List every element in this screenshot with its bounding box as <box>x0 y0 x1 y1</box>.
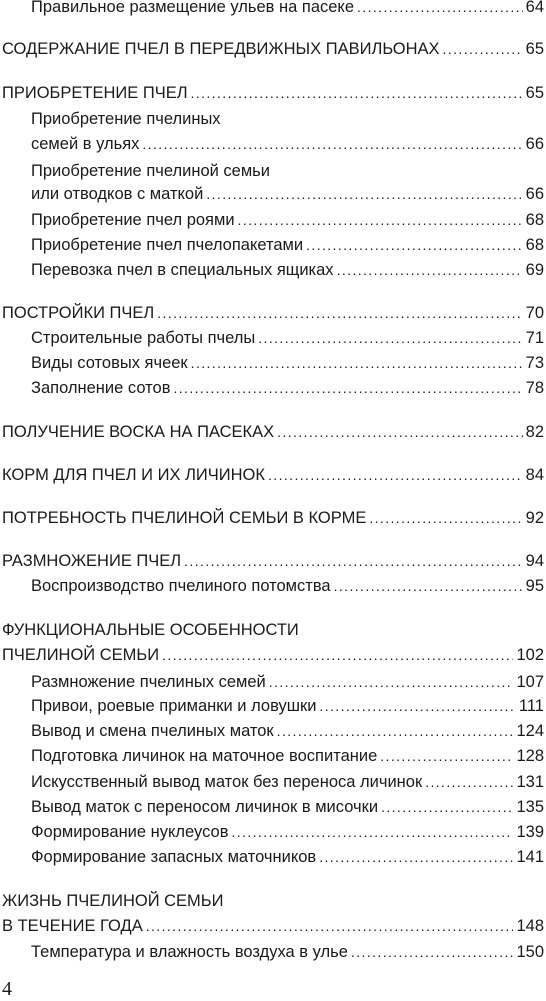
toc-entry-page-number: 69 <box>525 261 544 279</box>
toc-subsection-entry <box>31 184 544 204</box>
dot-leader <box>231 822 513 842</box>
toc-entry-page-number: 78 <box>525 379 544 397</box>
toc-entry-page-number: 135 <box>516 798 544 816</box>
toc-entry-title: В ТЕЧЕНИЕ ГОДА <box>2 917 143 935</box>
toc-entry-title: Температура и влажность воздуха в улье <box>31 943 348 961</box>
dot-leader <box>306 235 523 255</box>
toc-subsection-entry <box>31 260 544 280</box>
toc-entry-page-number: 92 <box>525 509 544 527</box>
toc-entry-page-number: 139 <box>516 823 544 841</box>
toc-entry-page-number: 148 <box>516 917 544 935</box>
dot-leader <box>146 916 514 936</box>
toc-entry-page-number: 64 <box>525 0 544 16</box>
dot-leader <box>268 465 523 485</box>
toc-entry-page-number: 102 <box>516 646 544 664</box>
toc-entry-title: Воспроизводство пчелиного потомства <box>31 577 331 595</box>
toc-section-entry <box>2 891 544 911</box>
toc-subsection-entry <box>31 822 544 842</box>
toc-entry-title: Искусственный вывод маток без переноса личинок <box>31 773 423 791</box>
toc-entry-title: Приобретение пчел пчелопакетами <box>31 236 304 254</box>
toc-entry-title: РАЗМНОЖЕНИЕ ПЧЕЛ <box>2 552 182 570</box>
dot-leader <box>191 83 523 103</box>
dot-leader <box>173 378 522 398</box>
toc-entry-title: КОРМ ДЛЯ ПЧЕЛ И ИХ ЛИЧИНОК <box>2 466 265 484</box>
toc-subsection-entry <box>31 109 544 129</box>
toc-subsection-entry <box>31 0 544 17</box>
toc-subsection-entry <box>31 134 544 154</box>
toc-subsection-entry <box>31 378 544 398</box>
toc-entry-page-number: 95 <box>525 577 544 595</box>
toc-subsection-entry <box>31 797 544 817</box>
toc-entry-page-number: 68 <box>525 236 544 254</box>
toc-entry-title: семей в ульях <box>31 135 140 153</box>
toc-section-entry <box>2 83 544 103</box>
dot-leader <box>443 39 523 59</box>
dot-leader <box>162 645 513 665</box>
toc-entry-title: Правильное размещение ульев на пасеке <box>31 0 355 16</box>
toc-entry-title: Заполнение сотов <box>31 379 171 397</box>
dot-leader <box>191 353 523 373</box>
dot-leader <box>380 746 513 766</box>
toc-subsection-entry <box>31 210 544 230</box>
toc-entry-title: Перевозка пчел в специальных ящиках <box>31 261 334 279</box>
dot-leader <box>381 797 513 817</box>
toc-entry-title: ПРИОБРЕТЕНИЕ ПЧЕЛ <box>2 84 188 102</box>
toc-subsection-entry <box>31 161 544 181</box>
toc-entry-page-number: 141 <box>516 848 544 866</box>
toc-entry-page-number: 66 <box>525 185 544 203</box>
dot-leader <box>277 721 514 741</box>
toc-entry-title: Виды сотовых ячеек <box>31 354 188 372</box>
toc-entry-title: Приобретение пчелиной семьи <box>31 162 271 180</box>
toc-entry-title: Приобретение пчел роями <box>31 211 235 229</box>
toc-entry-page-number: 82 <box>525 423 544 441</box>
dot-leader <box>206 184 522 204</box>
toc-section-entry <box>2 916 544 936</box>
toc-entry-page-number: 70 <box>525 304 544 322</box>
dot-leader <box>337 260 523 280</box>
toc-entry-title: ПОЛУЧЕНИЕ ВОСКА НА ПАСЕКАХ <box>2 423 275 441</box>
toc-entry-page-number: 128 <box>516 747 544 765</box>
toc-subsection-entry <box>31 721 544 741</box>
toc-subsection-entry <box>31 847 544 867</box>
toc-entry-page-number: 107 <box>516 673 544 691</box>
dot-leader <box>369 508 522 528</box>
dot-leader <box>334 576 523 596</box>
toc-entry-title: Привои, роевые приманки и ловушки <box>31 697 317 715</box>
toc-entry-page-number: 73 <box>525 354 544 372</box>
toc-entry-page-number: 111 <box>518 697 544 715</box>
toc-entry-title: Вывод и смена пчелиных маток <box>31 722 274 740</box>
toc-entry-page-number: 131 <box>516 773 544 791</box>
dot-leader <box>351 942 514 962</box>
toc-entry-title: ПЧЕЛИНОЙ СЕМЬИ <box>2 646 160 664</box>
toc-section-entry <box>2 465 544 485</box>
toc-entry-title: Подготовка личинок на маточное воспитание <box>31 747 378 765</box>
toc-entry-page-number: 71 <box>525 329 544 347</box>
dot-leader <box>157 303 522 323</box>
toc-subsection-entry <box>31 696 544 716</box>
dot-leader <box>357 0 523 17</box>
toc-entry-page-number: 68 <box>525 211 544 229</box>
toc-entry-title: или отводков с маткой <box>31 185 204 203</box>
dot-leader <box>319 847 513 867</box>
toc-subsection-entry <box>31 942 544 962</box>
toc-section-entry <box>2 645 544 665</box>
toc-subsection-entry <box>31 672 544 692</box>
dot-leader <box>238 210 523 230</box>
toc-section-entry <box>2 508 544 528</box>
toc-entry-title: ЖИЗНЬ ПЧЕЛИНОЙ СЕМЬИ <box>2 892 224 910</box>
toc-entry-title: Вывод маток с переносом личинок в мисочки <box>31 798 379 816</box>
toc-section-entry <box>2 620 544 640</box>
dot-leader <box>319 696 515 716</box>
toc-entry-title: ФУНКЦИОНАЛЬНЫЕ ОСОБЕННОСТИ <box>2 621 299 639</box>
toc-entry-title: Формирование запасных маточников <box>31 848 317 866</box>
toc-section-entry <box>2 551 544 571</box>
toc-entry-title: ПОТРЕБНОСТЬ ПЧЕЛИНОЙ СЕМЬИ В КОРМЕ <box>2 509 367 527</box>
dot-leader <box>258 328 522 348</box>
toc-entry-page-number: 124 <box>516 722 544 740</box>
toc-entry-title: Размножение пчелиных семей <box>31 673 266 691</box>
dot-leader <box>184 551 523 571</box>
dot-leader <box>142 134 522 154</box>
toc-subsection-entry <box>31 235 544 255</box>
toc-entry-page-number: 84 <box>525 466 544 484</box>
toc-subsection-entry <box>31 576 544 596</box>
toc-subsection-entry <box>31 772 544 792</box>
toc-subsection-entry <box>31 328 544 348</box>
toc-entry-page-number: 66 <box>525 135 544 153</box>
toc-entry-page-number: 65 <box>525 84 544 102</box>
dot-leader <box>277 422 522 442</box>
toc-entry-title: Строительные работы пчелы <box>31 329 256 347</box>
toc-entry-page-number: 150 <box>516 943 544 961</box>
dot-leader <box>425 772 513 792</box>
toc-entry-title: Приобретение пчелиных <box>31 110 221 128</box>
toc-entry-page-number: 65 <box>525 40 544 58</box>
page-number: 4 <box>2 978 12 1000</box>
toc-entry-title: ПОСТРОЙКИ ПЧЕЛ <box>2 304 155 322</box>
toc-section-entry <box>2 422 544 442</box>
toc-section-entry <box>2 303 544 323</box>
dot-leader <box>269 672 514 692</box>
toc-entry-page-number: 94 <box>525 552 544 570</box>
toc-subsection-entry <box>31 353 544 373</box>
toc-subsection-entry <box>31 746 544 766</box>
toc-section-entry <box>2 39 544 59</box>
toc-entry-title: Формирование нуклеусов <box>31 823 229 841</box>
toc-entry-title: СОДЕРЖАНИЕ ПЧЕЛ В ПЕРЕДВИЖНЫХ ПАВИЛЬОНАХ <box>2 40 440 58</box>
